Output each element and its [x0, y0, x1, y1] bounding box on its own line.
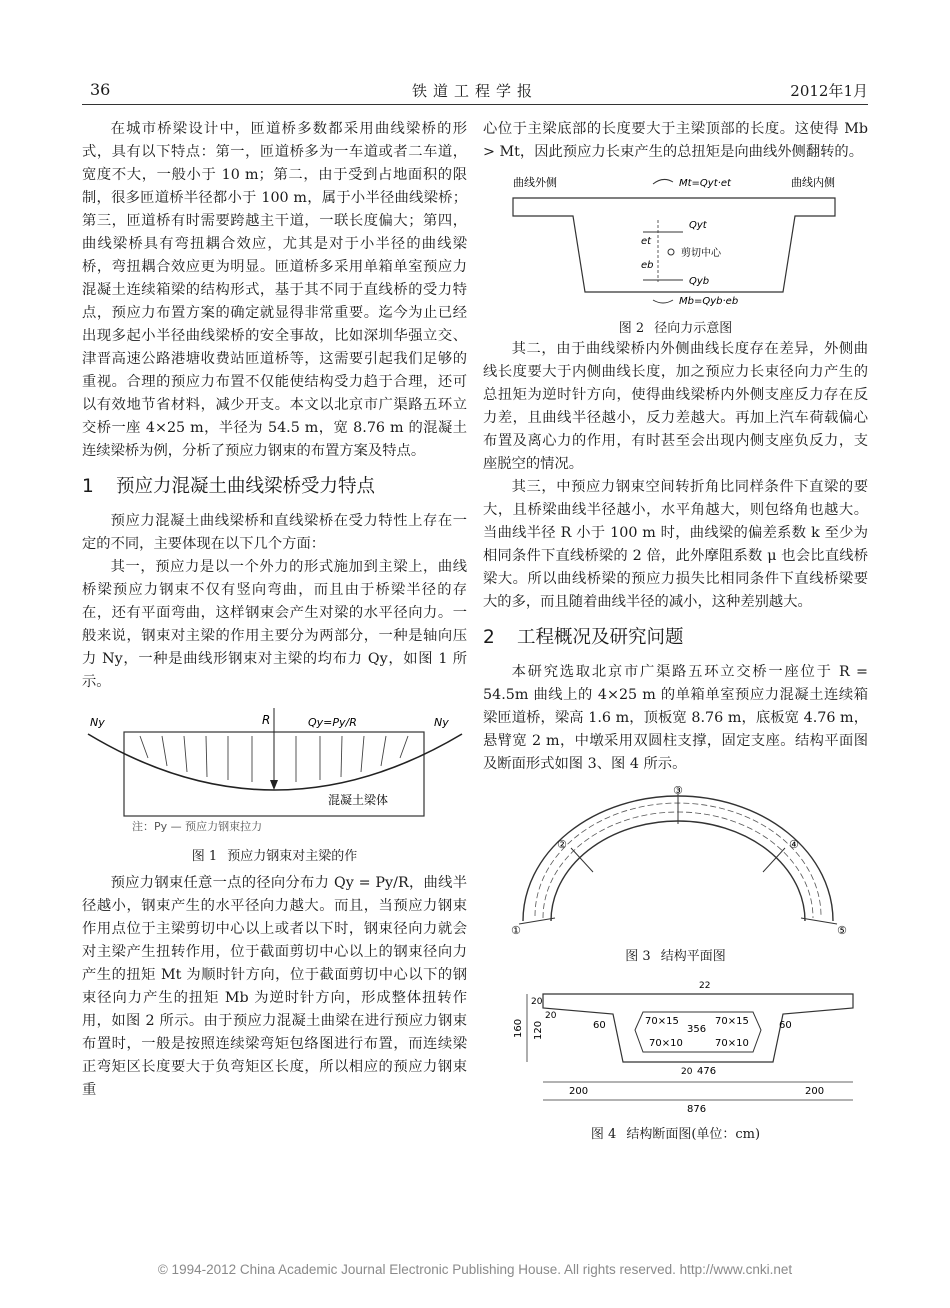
- section-1-paragraph-5: 其三，中预应力钢束空间转折角比同样条件下直梁的要大，且桥梁曲线半径越小，水平角越大，则包络角也越大。当曲线半径 R 小于 100 m 时，曲线梁的偏差系数 k 至少为相同条件下直线桥梁的 2 倍，此外摩阻系数 μ 也会比直线桥梁大。所以曲线桥梁的预应力损失比相同条件下直线桥梁要大的多，而且随着曲线半径的减小，这种差别越大。: [483, 479, 868, 610]
- shear-center-mark: [668, 249, 674, 255]
- figure-3: [483, 786, 868, 964]
- section-2-title: 工程概况及研究问题: [517, 627, 684, 648]
- figure-4-caption-text: 结构断面图(单位：cm): [626, 1127, 761, 1142]
- section-1-paragraph-3: 预应力钢束任意一点的径向分布力 Qy = Py/R，曲线半径越小，钢束产生的水平径向力越大。而且，当预应力钢束作用点位于主梁剪切中心以上或者以下时，钢束径向力就会对主梁产生扭转作用，位于截面剪切中心以上的钢束径向力产生的扭矩 Mt 为顺时针方向，位于截面剪切中心以下的钢束径向力产生的扭矩 Mb 为逆时针方向，形成整体扭转作用，如图 2 所示。由于预应力混凝土曲梁在进行预应力钢束布置时，一般是按照连续梁弯矩包络图进行布置，而连续梁正弯矩区长度要大于负弯矩区长度，所以相应的预应力钢束重: [82, 875, 467, 1098]
- figure-1-caption-text: 预应力钢束对主梁的作: [227, 849, 358, 864]
- issue-date: 2012年1月: [790, 82, 868, 100]
- axial-force-left-label: Ny: [90, 716, 105, 729]
- pier-marker-1: ①: [511, 924, 521, 936]
- haunch-70x15-right: 70×15: [715, 1016, 749, 1027]
- continued-paragraph: 心位于主梁底部的长度要大于主梁顶部的长度。这使得 Mb > Mt，因此预应力长束产生的总扭矩是向曲线外侧翻转的。: [483, 121, 868, 160]
- dim-160: 160: [513, 1018, 524, 1038]
- bridge-plan-tendon-inner: [543, 812, 813, 918]
- bottom-moment-arrow: [653, 300, 673, 303]
- section-1-paragraph-4: 其二，由于曲线梁桥内外侧曲线长度存在差异，外侧曲线长度要大于内侧曲线长度，加之预应力长束径向力产生的总扭矩为逆时针方向，使得曲线梁桥内外侧支座反力存在反力差，且曲线半径越小，反力差越大。再加上汽车荷载偏心布置及离心力的作用，有时甚至会出现内侧支座负反力，支座脱空的情况。: [483, 341, 868, 472]
- section-2-heading: [483, 625, 868, 651]
- haunch-70x10-right: 70×10: [715, 1038, 749, 1049]
- figure-2-caption-text: 径向力示意图: [654, 321, 733, 336]
- figure-3-caption: [483, 948, 868, 966]
- bridge-plan-inner-edge: [551, 821, 805, 921]
- figure-2-label: 图 2: [618, 321, 645, 336]
- shear-center-label: 剪切中心: [681, 248, 721, 259]
- pier-marker-5: ⑤: [837, 924, 847, 936]
- box-girder-section: [513, 198, 835, 292]
- figure-3-diagram: [483, 786, 868, 936]
- top-eccentricity-label: et: [641, 236, 652, 247]
- figure-2-diagram: [483, 172, 868, 308]
- figure-4-caption: [483, 1126, 868, 1144]
- pier-marks: [519, 794, 837, 924]
- section-1-paragraph-1: 预应力混凝土曲线梁桥和直线梁桥在受力特性上存在一定的不同，主要体现在以下几个方面：: [82, 513, 467, 552]
- figure-4-diagram: [483, 974, 868, 1114]
- dim-60-right: 60: [779, 1020, 792, 1031]
- section-1-title: 预应力混凝土曲线梁桥受力特点: [116, 476, 376, 497]
- section-2-number: 2: [483, 627, 495, 648]
- dim-20-bottom: 20: [681, 1067, 693, 1077]
- pier-marker-2: ②: [557, 838, 567, 851]
- intro-paragraph: 在城市桥梁设计中，匝道桥多数都采用曲线梁桥的形式，具有以下特点：第一，匝道桥多为一车道或者二车道，宽度不大，一般小于 10 m；第二，由于受到占地面积的限制，很多匝道桥半径都小于 100 m，属于小半径曲线梁桥；第三，匝道桥有时需要跨越主干道，一联长度偏大；第四，曲线梁桥具有弯扭耦合效应，尤其是对于小半径的曲线梁桥，弯扭耦合效应更为明显。匝道桥多采用单箱单室预应力混凝土连续箱梁的结构形式，基于其不同于直线桥的受力特点，预应力布置方案的确定就显得非常重要。迄今为止已经出现多起小半径曲线梁桥的安全事故，比如深圳华强立交、津晋高速公路港塘收费站匝道桥等，这需要引起我们足够的重视。合理的预应力布置不仅能使结构受力趋于合理，还可以有效地节省材料，减少开支。本文以北京市广渠路五环立交桥一座 4×25 m，半径为 54.5 m，宽 8.76 m 的混凝土连续梁桥为例，分析了预应力钢束的布置方案及特点。: [82, 121, 467, 459]
- haunch-70x15-left: 70×15: [645, 1016, 679, 1027]
- left-column: [82, 118, 467, 1102]
- dim-20-mid: 20: [545, 1011, 557, 1021]
- dim-876: 876: [687, 1104, 707, 1114]
- figure-1-label: 图 1: [191, 849, 218, 864]
- radius-label: R: [262, 713, 271, 727]
- dim-60-left: 60: [593, 1020, 606, 1031]
- section-1-heading: [82, 474, 467, 500]
- right-column: [483, 118, 868, 1142]
- figure-1-caption: [82, 848, 467, 866]
- bottom-moment-label: Mb=Qyb·eb: [679, 296, 739, 307]
- inner-side-label: 曲线内侧: [791, 176, 835, 189]
- top-moment-label: Mt=Qyt·et: [679, 178, 731, 189]
- figure-4-label: 图 4: [590, 1127, 617, 1142]
- section-1-number: 1: [82, 476, 94, 497]
- figure-1: [82, 706, 467, 862]
- haunch-70x10-left: 70×10: [649, 1038, 683, 1049]
- distributed-force-formula: Qy=Py/R: [308, 716, 357, 729]
- dim-120: 120: [533, 1020, 544, 1040]
- dim-356: 356: [687, 1024, 707, 1035]
- figure-3-label: 图 3: [625, 949, 651, 964]
- journal-name: 铁道工程学报: [411, 82, 538, 100]
- figure-1-diagram: [82, 706, 467, 834]
- page-number: 36: [90, 80, 111, 99]
- figure-1-note: 注：Py — 预应力钢束拉力: [132, 820, 263, 833]
- bottom-force-label: Qyb: [689, 276, 710, 287]
- pier-marker-4: ④: [789, 838, 799, 851]
- copyright-footer: © 1994-2012 China Academic Journal Electronic Publishing House. All rights reserved. http://www.cnki.net: [157, 1262, 793, 1277]
- figure-2-caption: [483, 320, 868, 338]
- bottom-eccentricity-label: eb: [641, 260, 654, 271]
- top-force-label: Qyt: [689, 220, 707, 231]
- pier-marker-3: ③: [673, 786, 683, 797]
- section-2-paragraph-1: 本研究选取北京市广渠路五环立交桥一座位于 R = 54.5m 曲线上的 4×25 m 的单箱单室预应力混凝土连续箱梁匝道桥，梁高 1.6 m，顶板宽 8.76 m，底板宽 4.76 m，悬臂宽 2 m，中墩采用双圆柱支撑，固定支座。结构平面图及断面形式如图 3、图 4 所示。: [483, 664, 868, 772]
- outer-side-label: 曲线外侧: [513, 176, 557, 189]
- dim-200-left: 200: [569, 1086, 589, 1097]
- section-1-paragraph-2: 其一，预应力是以一个外力的形式施加到主梁上，曲线桥梁预应力钢束不仅有竖向弯曲，而且由于桥梁半径的存在，还有平面弯曲，这样钢束会产生对梁的水平径向力。一般来说，钢束对主梁的作用主要分为两部分，一种是轴向压力 Ny，一种是曲线形钢束对主梁的均布力 Qy，如图 1 所示。: [82, 559, 467, 690]
- dim-22: 22: [699, 981, 711, 991]
- beam-body-label: 混凝土梁体: [328, 793, 389, 807]
- top-moment-arrow: [653, 179, 673, 184]
- dim-200-right: 200: [805, 1086, 825, 1097]
- running-header: [82, 74, 868, 105]
- dim-476: 476: [697, 1066, 717, 1077]
- radius-arrowhead: [270, 780, 278, 790]
- axial-force-right-label: Ny: [434, 716, 449, 729]
- figure-4: [483, 974, 868, 1142]
- figure-2: [483, 172, 868, 336]
- dim-20-top: 20: [531, 997, 543, 1007]
- figure-3-caption-text: 结构平面图: [660, 949, 726, 964]
